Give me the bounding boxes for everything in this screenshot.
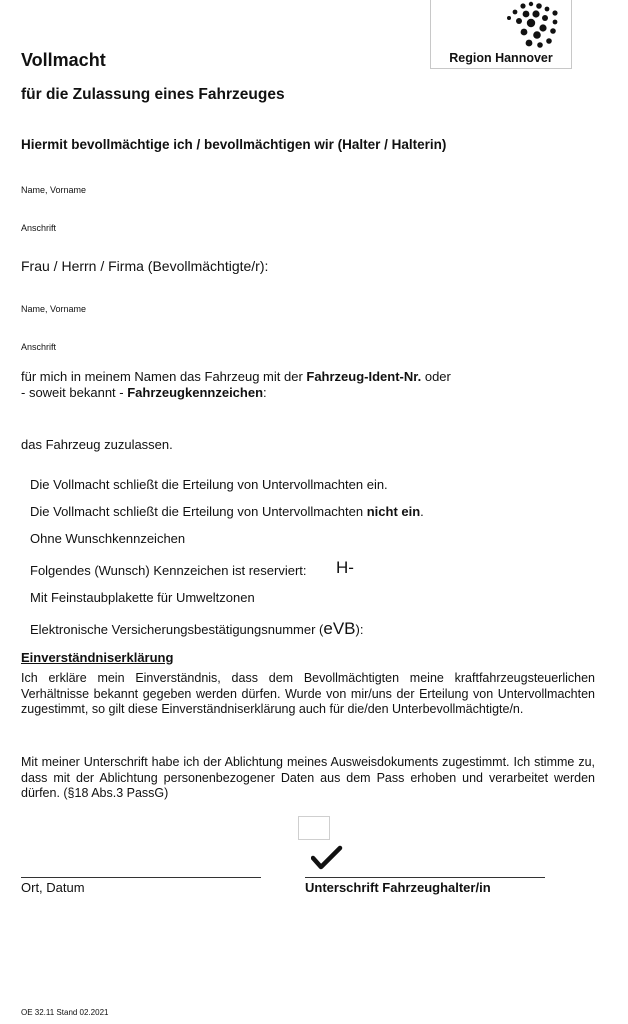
option-evb	[30, 619, 363, 639]
page-subtitle: für die Zulassung eines Fahrzeuges	[21, 86, 285, 103]
consent-paragraph-2: Mit meiner Unterschrift habe ich der Ablichtung meines Ausweisdokuments zugestimmt. Ich stimme zu, dass mit der Ablichtung personenbezogener Daten aus dem Pass erhoben und verarbeitet werden dürfen. (§18 Abs.3 PassG)	[21, 755, 595, 800]
option-reserved-plate: Folgendes (Wunsch) Kennzeichen ist reserviert:	[30, 563, 307, 578]
option-sub-proxy-no-post: .	[420, 504, 424, 519]
holder-name-label: Name, Vorname	[21, 185, 87, 195]
option-sub-proxy-no-pre: Die Vollmacht schließt die Erteilung von Untervollmachten	[30, 504, 367, 519]
vehicle-plate-pre: - soweit bekannt -	[21, 385, 128, 400]
option-no-plate: Ohne Wunschkennzeichen	[30, 531, 186, 546]
place-date-label: Ort, Datum	[21, 880, 85, 895]
vehicle-plate-bold: Fahrzeugkennzeichen	[127, 385, 264, 400]
holder-address-label: Anschrift	[21, 223, 57, 233]
signature-line	[305, 877, 545, 878]
vehicle-ident-line	[21, 369, 451, 384]
vehicle-plate-line	[21, 385, 267, 400]
consent-paragraph-1: Ich erkläre mein Einverständnis, dass dem Bevollmächtigten meine kraftfahrzeugsteuerlichen Verhältnisse bekannt gegeben werden dürfen. Wurde von mir/uns der Erteilung von Untervollmachten zugestimmt, so gilt diese Einverständniserklärung auch für die/den Unterbevollmächtigte/n.	[21, 671, 595, 716]
vehicle-ident-post: oder	[421, 369, 451, 384]
vehicle-conclusion: das Fahrzeug zuzulassen.	[21, 437, 173, 452]
option-sub-proxy-yes: Die Vollmacht schließt die Erteilung von Untervollmachten ein.	[30, 477, 388, 492]
checkmark-icon	[311, 845, 343, 871]
intro-statement: Hiermit bevollmächtige ich / bevollmächtigen wir (Halter / Halterin)	[21, 137, 447, 152]
vehicle-ident-bold: Fahrzeug-Ident-Nr.	[306, 369, 422, 384]
vehicle-plate-post: :	[263, 385, 267, 400]
evb-big: eVB	[323, 619, 356, 638]
vehicle-ident-pre: für mich in meinem Namen das Fahrzeug mit der	[21, 369, 307, 384]
consent-checkbox[interactable]	[298, 816, 330, 840]
option-emission-sticker: Mit Feinstaubplakette für Umweltzonen	[30, 590, 255, 605]
page-title: Vollmacht	[21, 50, 106, 70]
evb-post: ):	[355, 622, 364, 637]
place-date-line	[21, 877, 261, 878]
consent-heading: Einverständniserklärung	[21, 650, 174, 665]
proxy-heading: Frau / Herrn / Firma (Bevollmächtigte/r):	[21, 258, 269, 274]
proxy-address-label: Anschrift	[21, 342, 57, 352]
option-sub-proxy-no-bold: nicht ein	[366, 504, 421, 519]
plate-prefix: H-	[336, 558, 354, 577]
region-hannover-logo-icon	[431, 0, 571, 50]
proxy-name-label: Name, Vorname	[21, 304, 87, 314]
evb-pre: Elektronische Versicherungsbestätigungsnummer (	[30, 622, 324, 637]
footer-form-id: OE 32.11 Stand 02.2021	[21, 1008, 109, 1017]
option-sub-proxy-no	[30, 504, 424, 519]
logo-text: Region Hannover	[449, 51, 553, 65]
signature-label: Unterschrift Fahrzeughalter/in	[305, 880, 491, 895]
region-hannover-logo	[430, 0, 572, 69]
